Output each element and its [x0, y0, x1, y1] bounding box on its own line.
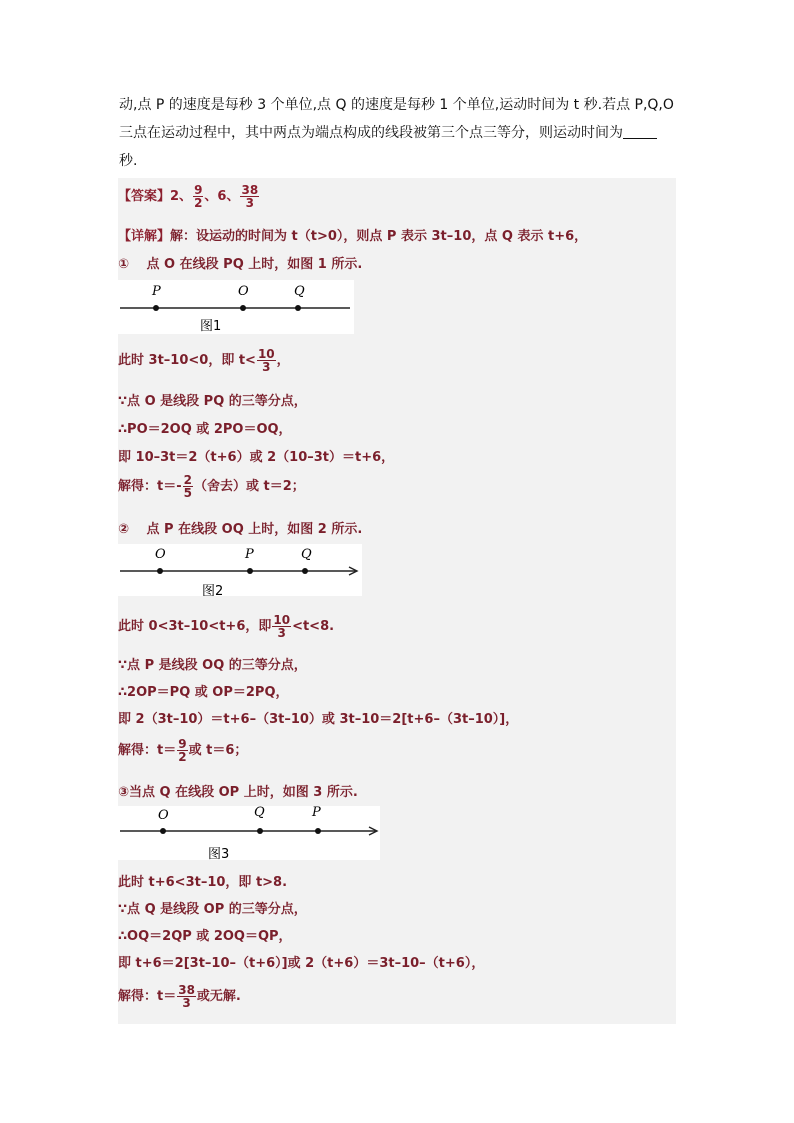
point-label: P [312, 806, 321, 820]
case3-line1: 此时 t+6<3t–10，即 t>8. [118, 875, 288, 890]
case3-line3: ∴OQ＝2QP 或 2OQ＝QP， [118, 929, 292, 944]
point-label: O [155, 547, 166, 562]
point-label: O [238, 284, 249, 299]
case1-title: ① 点 O 在线段 PQ 上时，如图 1 所示. [118, 257, 363, 272]
detail-intro: 【详解】解：设运动的时间为 t（t>0），则点 P 表示 3t–10，点 Q 表示 t+6， [118, 229, 588, 244]
case3-title: ③当点 Q 在线段 OP 上时，如图 3 所示. [118, 785, 358, 800]
answer-blank[interactable] [623, 124, 657, 139]
fraction: $\frac{38}{3}$ [178, 983, 195, 1010]
case1-line3: ∴PO＝2OQ 或 2PO＝OQ， [118, 422, 292, 437]
case2-line5: 解得：t＝ $\frac{9}{2}$ 或 t＝6； [118, 737, 248, 764]
case1-line2: ∵点 O 是线段 PQ 的三等分点， [118, 394, 307, 409]
figure-caption: 图3 [208, 847, 230, 860]
case2-line2: ∵点 P 是线段 OQ 的三等分点， [118, 658, 307, 673]
figure-caption: 图1 [200, 319, 222, 334]
point-label: Q [301, 547, 312, 562]
fraction: $\frac{10}{3}$ [257, 347, 275, 374]
figure-caption: 图2 [202, 584, 224, 596]
fraction: $\frac{2}{5}$ [183, 473, 192, 500]
fraction: $\frac{9}{2}$ [178, 737, 187, 764]
case2-line1: 此时 0<3t–10<t+6，即 $\frac{10}{3}$ <t<8. [118, 613, 335, 640]
case1-line4: 即 10–3t＝2（t+6）或 2（10–3t）＝t+6， [118, 450, 395, 465]
question-line-3: 秒. [119, 153, 138, 169]
case3-line5: 解得：t＝ $\frac{38}{3}$ 或无解. [118, 983, 241, 1010]
question-line-2: 三点在运动过程中，其中两点为端点构成的线段被第三个点三等分，则运动时间为 [119, 122, 657, 144]
case2-title: ② 点 P 在线段 OQ 上时，如图 2 所示. [118, 522, 363, 537]
fraction: $\frac{38}{3}$ [241, 183, 259, 210]
question-line-1: 动,点 P 的速度是每秒 3 个单位,点 Q 的速度是每秒 1 个单位,运动时间为 t 秒.若点 P,Q,O [119, 97, 674, 113]
case3-line2: ∵点 Q 是线段 OP 的三等分点， [118, 902, 307, 917]
case3-line4: 即 t+6＝2[3t–10–（t+6）]或 2（t+6）＝3t–10–（t+6）， [118, 956, 485, 971]
point-label: P [245, 547, 254, 562]
case1-line5: 解得：t＝- $\frac{2}{5}$ （舍去）或 t＝2； [118, 473, 305, 500]
point-label: P [152, 284, 161, 299]
point-label: O [158, 808, 169, 823]
case1-line1: 此时 3t–10<0，即 t< $\frac{10}{3}$ ， [118, 347, 290, 374]
case2-line4: 即 2（3t–10）＝t+6–（3t–10）或 3t–10＝2[t+6–（3t–10）]， [118, 712, 519, 727]
figure-2 [118, 544, 362, 596]
point-label: Q [254, 806, 265, 820]
figure-3 [118, 806, 380, 860]
answer-panel [118, 178, 676, 1024]
answer-row: 【答案】2、 $\frac{9}{2}$ 、6、 $\frac{38}{3}$ [118, 183, 259, 210]
fraction: $\frac{10}{3}$ [273, 613, 291, 640]
case2-line3: ∴2OP＝PQ 或 OP＝2PQ， [118, 685, 289, 700]
figure-1 [118, 280, 354, 334]
point-label: Q [294, 284, 305, 299]
fraction: $\frac{9}{2}$ [194, 183, 203, 210]
